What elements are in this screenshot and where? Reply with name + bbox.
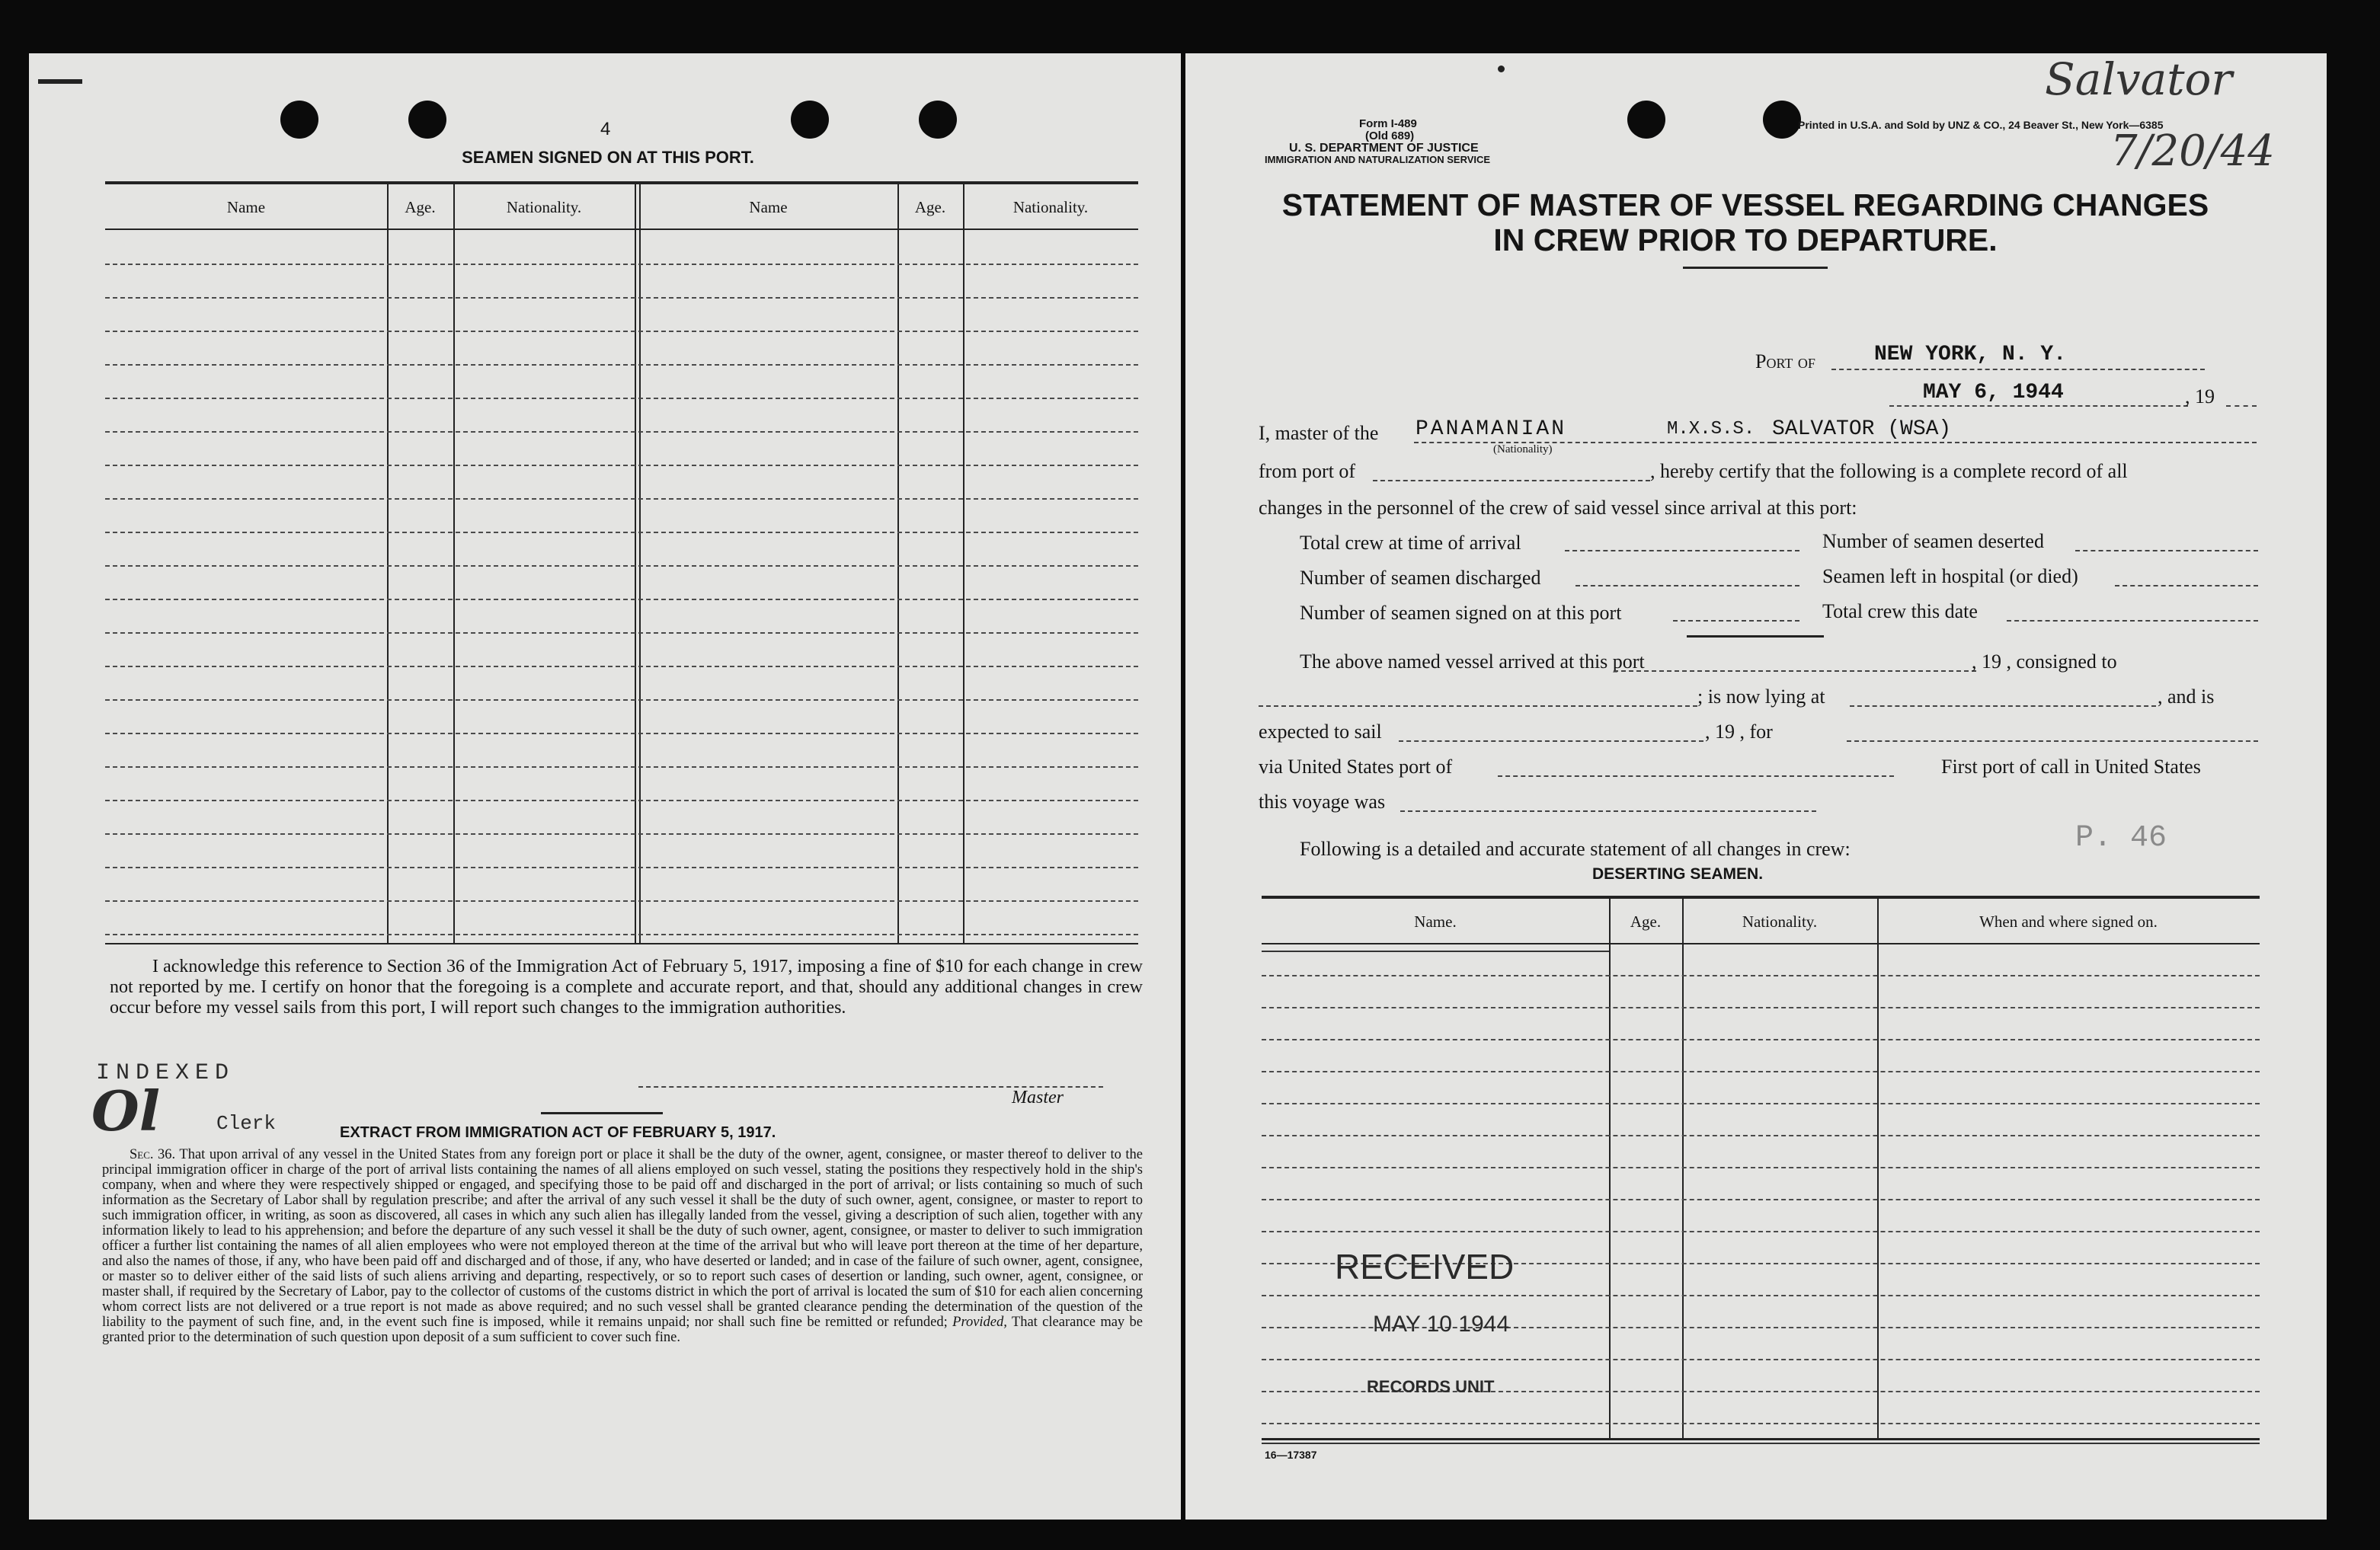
column-header-age: Age. [405,198,436,216]
table-row [1262,1071,2260,1072]
total-crew-arrival-line [1565,550,1799,551]
page-stamp: P. 46 [2075,821,2167,855]
total-crew-arrival-label: Total crew at time of arrival [1300,532,1521,554]
first-port-label: First port of call in United States [1941,756,2201,778]
seamen-discharged-line [1575,585,1799,586]
nationality-value: PANAMANIAN [1416,417,1567,441]
seamen-signed-table [105,181,1138,943]
page-number: 4 [600,119,611,139]
punch-hole [408,101,446,139]
total-crew-date-label: Total crew this date [1822,600,1978,622]
table-row [1262,975,2260,976]
table-row [1262,1135,2260,1136]
form-title-line-1: STATEMENT OF MASTER OF VESSEL REGARDING CHANGES [1281,187,2209,222]
printer-note: Printed in U.S.A. and Sold by UNZ & CO., 24 Beaver St., New York—6385 [1798,119,2164,131]
table-row [105,431,1138,433]
table-row [105,666,1138,667]
date-line [1889,405,2188,407]
date-value: MAY 6, 1944 [1923,381,2064,404]
arrived-line [1614,670,1976,672]
port-of-label: Port of [1755,350,1815,372]
received-stamp: RECEIVED [1335,1247,1515,1286]
corner-mark [38,79,82,84]
clerk-stamp: Clerk [216,1112,277,1135]
table-row [105,800,1138,801]
total-crew-date-line [2007,620,2258,622]
header-underline [1262,951,1609,952]
certify-text: , hereby certify that the following is a complete record of all [1650,460,2128,482]
table-row [1262,1103,2260,1104]
received-date-stamp: MAY 10 1944 [1373,1312,1510,1337]
binding-dot [1498,66,1505,72]
section-label: Sec. 36. [130,1147,176,1162]
indexed-stamp: INDEXED [96,1060,235,1086]
arrived-label: The above named vessel arrived at this port [1300,650,1645,673]
port-value: NEW YORK, N. Y. [1874,343,2067,366]
table-row [105,766,1138,768]
acknowledgement-text: I acknowledge this reference to Section 36 of the Immigration Act of February 5, 1917, imposing a fine of $10 for each change in crew not reported by me. I certify on honor that the foregoing is a complete and accurate report, and that, should any additional changes in crew occur before my vessel sails from this port, I will report such changes to the immigration authorities. [110,957,1143,1018]
master-label: Master [1012,1088,1064,1107]
signature-line [541,1112,663,1114]
via-port-label: via United States port of [1259,756,1453,778]
left-in-hospital-line [2115,585,2258,586]
vessel-line [1772,442,2257,443]
service-name: IMMIGRATION AND NATURALIZATION SERVICE [1265,154,1491,165]
table-row [1262,1199,2260,1200]
sail-date-line [1399,740,1703,742]
table-row [105,398,1138,399]
expected-to-sail: expected to sail [1259,721,1382,743]
extract-title: EXTRACT FROM IMMIGRATION ACT OF FEBRUARY 5, 1917. [340,1124,776,1141]
table-row [1262,1167,2260,1168]
vessel-prefix: M.X.S.S. [1667,419,1755,439]
left-in-hospital-label: Seamen left in hospital (or died) [1822,565,2078,587]
extract-tail: That clearance may be granted prior to the determination of such question upon deposit of a sum sufficient to cover such fine. [102,1315,1143,1345]
table-row [1262,1231,2260,1232]
form-old-number: (Old 689) [1365,129,1415,142]
seamen-signed-on-line [1673,620,1799,622]
table-row [105,565,1138,567]
nationality-caption: (Nationality) [1493,443,1553,455]
table-row [105,297,1138,299]
nationality-line [1414,442,1772,443]
handwritten-ship-name: Salvator [2045,53,2233,105]
punch-hole [919,101,957,139]
lying-at-line [1850,705,2156,707]
initials-signature: Ol [91,1079,161,1143]
from-port-line [1373,480,1650,481]
table-row [105,264,1138,265]
lying-at: ; is now lying at [1697,686,1825,708]
seamen-discharged-label: Number of seamen discharged [1300,567,1541,589]
destination-line [1847,740,2258,742]
column-header-age: Age. [1630,912,1662,931]
column-header-nationality: Nationality. [506,198,582,216]
bottom-rule [1262,1443,2260,1444]
deserting-title: DESERTING SEAMEN. [1592,865,1764,883]
master-of-label: I, master of the [1259,422,1379,444]
year-line [2226,405,2257,407]
table-row [1262,1359,2260,1360]
year-suffix: , 19 [2185,385,2215,407]
voyage-was-label: this voyage was [1259,791,1386,813]
changes-text: changes in the personnel of the crew of said vessel since arrival at this port: [1259,497,1857,519]
provided-label: Provided, [952,1315,1007,1330]
via-port-line [1498,775,1894,777]
table-row [105,867,1138,868]
punch-hole [280,101,318,139]
column-header-nationality: Nationality. [1742,912,1818,931]
punch-hole [1627,101,1665,139]
deserting-seamen-table [1262,896,2260,1438]
column-header-name: Name. [1414,912,1457,931]
extract-body: That upon arrival of any vessel in the United States from any foreign port or place it shall be the duty of the owner, agent, consignee, or master thereof to deliver to the principal immigration officer in charge of the port of arrival lists containing the names of all aliens employed on such vessel, stating the positions they respectively hold in the ship's company, when and where they were respectively shipped or engaged, and specifying those to be paid off and discharged in the port of arrival; or lists containing so much of such information as the Secretary of Labor shall by regulation prescribe; and after the arrival of any such vessel it shall be the duty of such owner, agent, consignee, or master to report to such immigration officer, in writing, as soon as discovered, all cases in which any such alien has illegally landed from the vessel, giving a description of such alien, together with any information likely to lead to his apprehension; and before the departure of any such vessel it shall be the duty of such owner, agent, consignee, or master to deliver to such immigration officer a further list containing the names of all alien employees who were not employed thereon at the time of the arrival but who will leave port thereon at the time of her departure, and also the names of those, if any, who have been paid off and discharged and of those, if any, who have deserted or landed; and in case of the failure of such owner, agent, consignee, or master so to deliver either of the said lists of such aliens arriving and departing, respectively, or so to report such cases of desertion or landing, such owner, agent, consignee, or master shall, if required by the Secretary of Labor, pay to the collector of customs of the customs district in which the port of arrival is located the sum of $10 for each alien concerning whom correct lists are not delivered or a true report is not made as above required; and no such vessel shall be granted clearance pending the determination of the question of the liability to the payment of such fine, and, in the event such fine is imposed, while it remains unpaid; nor shall such fine be remitted or refunded; [102,1147,1144,1330]
form-title-line-2: IN CREW PRIOR TO DEPARTURE. [1493,222,1998,257]
following-text: Following is a detailed and accurate statement of all changes in crew: [1300,838,1851,860]
table-row [105,934,1138,935]
seamen-deserted-label: Number of seamen deserted [1822,530,2044,552]
voyage-line [1400,810,1816,812]
column-header-age-2: Age. [914,198,946,216]
table-row [105,599,1138,600]
left-page [29,53,1181,1520]
punch-hole [1763,101,1801,139]
form-number: Form I-489 [1359,117,1417,130]
seamen-deserted-line [2075,550,2258,551]
department-name: U. S. DEPARTMENT OF JUSTICE [1289,142,1479,155]
table-row [105,699,1138,701]
nineteen-for: , 19 , for [1705,721,1773,743]
table-row [1262,1039,2260,1040]
seamen-signed-on-label: Number of seamen signed on at this port [1300,602,1622,624]
table-row [105,331,1138,332]
extract-text [102,1147,1143,1345]
column-header-name: Name [226,198,266,216]
column-header-name-2: Name [749,198,788,216]
port-of-line [1831,369,2205,370]
from-port-label: from port of [1259,460,1356,482]
count-rule [1687,635,1824,638]
punch-hole [791,101,829,139]
section-title: SEAMEN SIGNED ON AT THIS PORT. [462,148,754,167]
table-row [1262,1423,2260,1424]
consignee-line [1259,705,1697,707]
table-row [105,532,1138,533]
table-row [105,632,1138,634]
table-row [105,900,1138,902]
column-header-nationality-2: Nationality. [1012,198,1089,216]
table-row [105,465,1138,466]
table-row [1262,1007,2260,1008]
vessel-value: SALVATOR (WSA) [1772,417,1952,441]
and-is: , and is [2158,686,2215,708]
column-header-signed-on: When and where signed on. [1979,912,2158,931]
handwritten-date: 7/20/44 [2110,126,2275,176]
table-row [1262,1295,2260,1296]
table-row [105,364,1138,366]
form-code: 16—17387 [1265,1449,1317,1461]
consigned-to: , 19 , consigned to [1972,650,2117,673]
right-page [1185,53,2327,1520]
form-title [1262,187,2229,257]
table-row [105,498,1138,500]
table-row [105,833,1138,835]
records-unit-stamp: RECORDS UNIT [1367,1377,1495,1396]
title-rule [1683,267,1828,269]
table-row [105,733,1138,734]
